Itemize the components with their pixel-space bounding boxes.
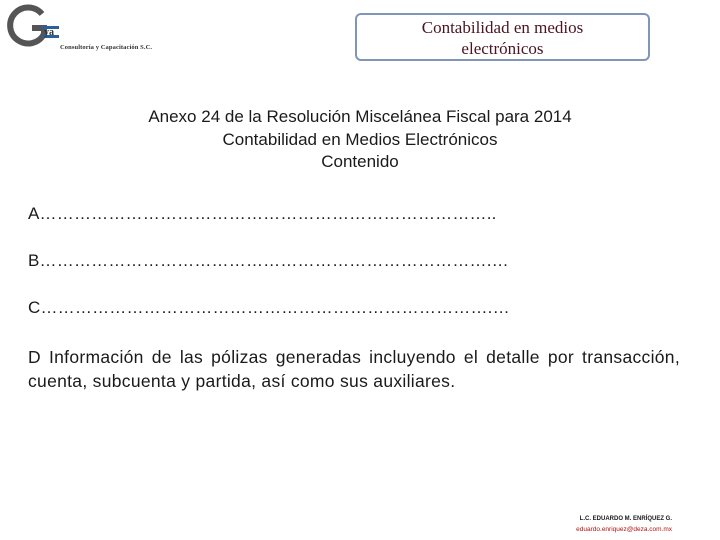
heading-line-3: Contenido <box>321 152 399 171</box>
company-logo <box>4 2 174 62</box>
logo-caption: Consultoría y Capacitación S.C. <box>60 44 153 51</box>
footer-author-name: L.C. EDUARDO M. ENRÍQUEZ G. <box>579 516 672 522</box>
item-b: B…………………………………………………………………….… <box>28 251 509 270</box>
item-c: C…………………………………………………………………….… <box>28 298 510 317</box>
gva-logo-icon <box>4 2 64 50</box>
document-heading <box>0 106 720 174</box>
title-line-1: Contabilidad en medios <box>421 18 584 37</box>
item-d: D Información de las pólizas generadas incluyendo el detalle por transacción, cuenta, subcuenta y partida, así como sus auxiliares. <box>28 347 680 391</box>
title-line-2: electrónicos <box>461 39 544 58</box>
heading-line-2: Contabilidad en Medios Electrónicos <box>222 129 498 149</box>
heading-line-1: Anexo 24 de la Resolución Miscelánea Fiscal para 2014 <box>148 107 572 126</box>
title-box <box>355 13 650 61</box>
logo-mark: ya <box>44 27 54 38</box>
item-a: A…………………………………………………………………….. <box>28 204 497 223</box>
footer-email: eduardo.enriquez@deza.com.mx <box>576 526 672 533</box>
